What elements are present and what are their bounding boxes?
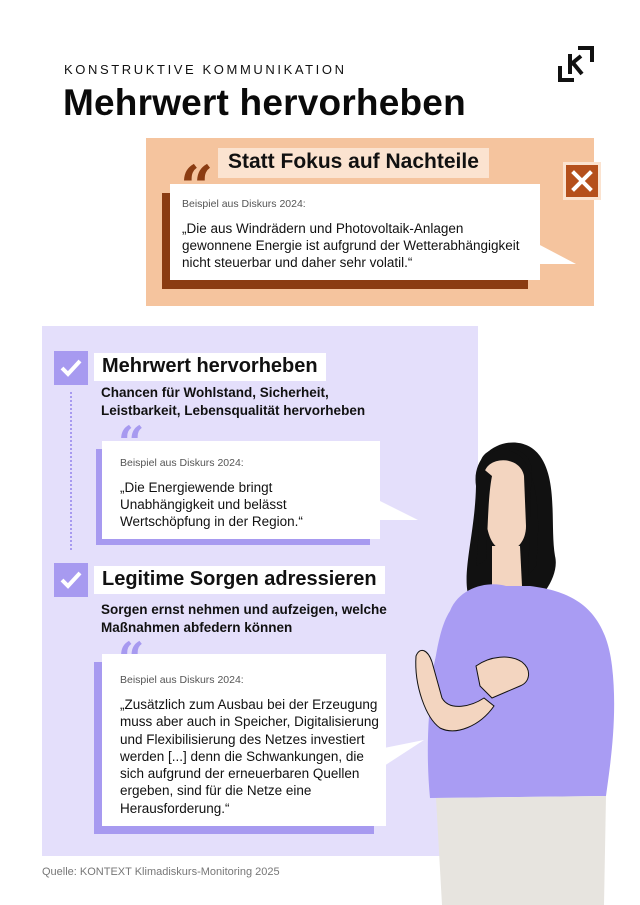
kicker: KONSTRUKTIVE KOMMUNIKATION <box>64 62 347 77</box>
section-subtitle: Chancen für Wohlstand, Sicherheit, Leistbarkeit, Lebensqualität hervorheben <box>101 385 366 418</box>
source-note: Quelle: KONTEXT Klimadiskurs-Monitoring 2025 <box>42 866 280 878</box>
quote-card <box>102 654 386 826</box>
section-subtitle: Sorgen ernst nehmen und aufzeigen, welche Maßnahmen abfedern können <box>101 602 387 635</box>
negative-quote-text: „Die aus Windrädern und Photovoltaik-Anlagen gewonnene Energie ist aufgrund der Wetterabhängigkeit nicht steuerbar und daher sehr volatil.“ <box>182 221 520 270</box>
quote-card <box>102 441 380 539</box>
cross-icon <box>563 162 601 200</box>
quote-text: „Die Energiewende bringt Unabhängigkeit und belässt Wertschöpfung in der Region.“ <box>120 480 303 529</box>
section-heading: Legitime Sorgen adressieren <box>94 566 385 594</box>
speech-tail <box>538 244 578 266</box>
checkmark-icon <box>54 563 88 597</box>
negative-heading: Statt Fokus auf Nachteile <box>218 148 489 178</box>
negative-quote-card <box>170 184 540 280</box>
page-title: Mehrwert hervorheben <box>63 82 466 123</box>
section-heading: Mehrwert hervorheben <box>94 353 326 381</box>
dotted-connector <box>70 392 72 550</box>
example-label: Beispiel aus Diskurs 2024: <box>182 198 306 210</box>
example-label: Beispiel aus Diskurs 2024: <box>120 674 244 686</box>
kontext-logo-icon <box>556 44 596 84</box>
checkmark-icon <box>54 351 88 385</box>
example-label: Beispiel aus Diskurs 2024: <box>120 457 244 469</box>
quote-text: „Zusätzlich zum Ausbau bei der Erzeugung muss aber auch in Speicher, Digitalisierung und Flexibilisierung des Netzes investiert werden [...] denn die Schwankungen, die sich aufgrund der erneuerbaren Quellen ergeben, sind für die Netze eine Herausforderung.“ <box>120 697 379 816</box>
woman-speaking-illustration <box>380 436 640 905</box>
